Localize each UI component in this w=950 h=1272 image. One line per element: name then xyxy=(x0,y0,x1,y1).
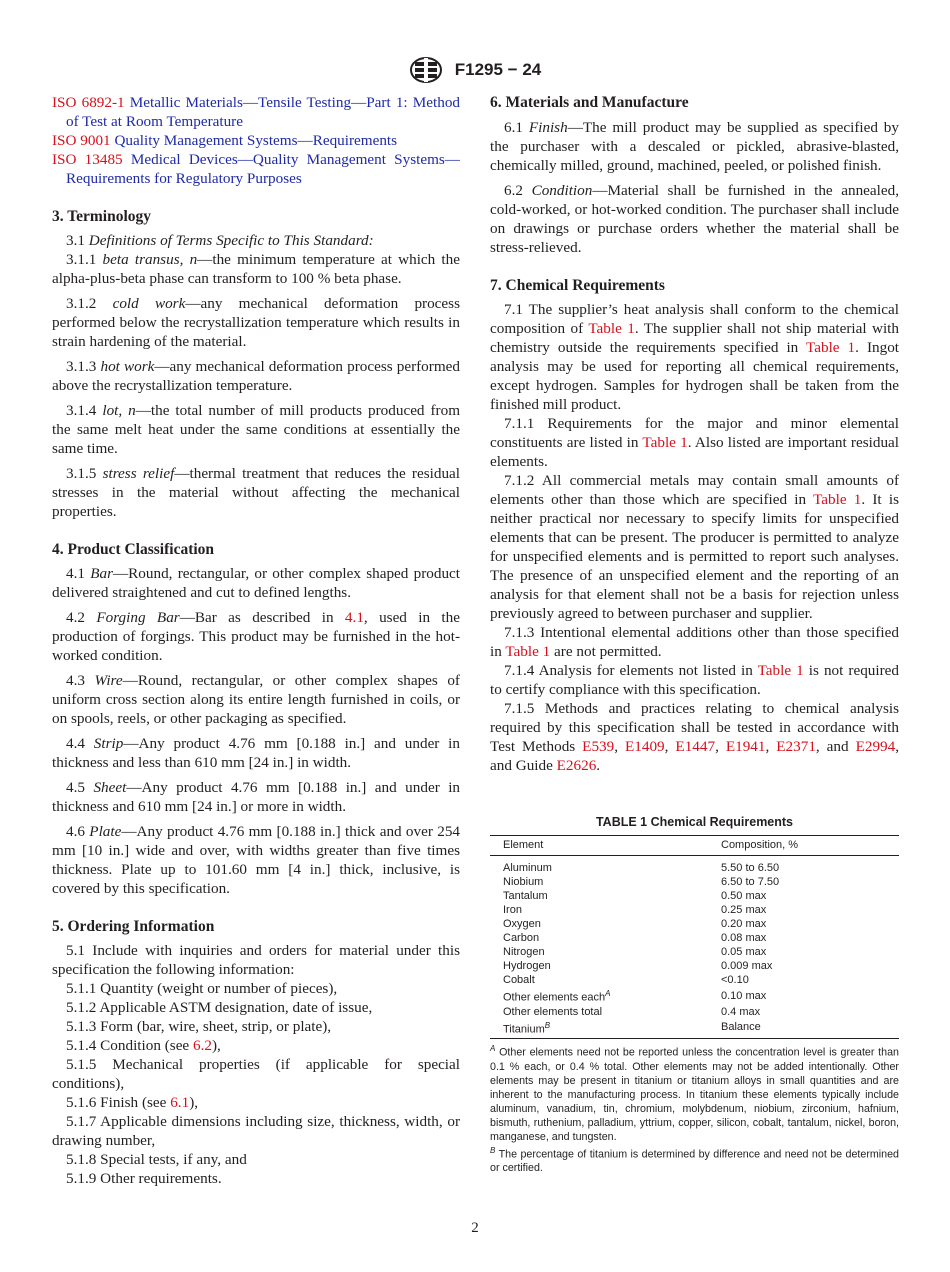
section-5-heading: 5. Ordering Information xyxy=(52,918,215,935)
link-table-1[interactable]: Table 1 xyxy=(757,662,804,679)
page-number: 2 xyxy=(471,1220,479,1236)
para-5-1-6: 5.1.6 Finish (see 6.1), xyxy=(66,1094,199,1111)
link-6-1[interactable]: 6.1 xyxy=(170,1094,190,1111)
link-e1941[interactable]: E1941 xyxy=(725,738,766,755)
footnote-b-ref: B xyxy=(544,1020,551,1030)
link-e539[interactable]: E539 xyxy=(582,738,615,755)
para-5-1-7: 5.1.7 Applicable dimensions including size, thickness, width, or drawing number, xyxy=(52,1113,460,1149)
right-column xyxy=(490,93,899,1175)
para-3-1-1: 3.1.1 beta transus, n—the minimum temperature at which the alpha-plus-beta phase can transform to 100 % beta phase. xyxy=(52,251,460,287)
link-table-1[interactable]: Table 1 xyxy=(588,320,635,337)
table-row: Nitrogen 0.05 max xyxy=(503,946,767,958)
para-5-1-1: 5.1.1 Quantity (weight or number of pieces), xyxy=(66,980,338,997)
link-table-1[interactable]: Table 1 xyxy=(813,491,862,508)
para-7-1: 7.1 The supplier’s heat analysis shall conform to the chemical composition of Table 1. The supplier shall not ship material with chemistry outside the requirements specified in Table 1. Ingot analysis may be used for reporting all chemical requirements, except hydrogen. Samples for hydrogen shall be taken from the finished mill product. xyxy=(490,301,900,413)
link-e2626[interactable]: E2626 xyxy=(556,757,597,774)
para-3-1: 3.1 Definitions of Terms Specific to This Standard: xyxy=(66,232,374,249)
link-e2371[interactable]: E2371 xyxy=(776,738,816,755)
para-6-1: 6.1 Finish—The mill product may be supplied as specified by the purchaser with a descaled or pickled, abrasive-blasted, chemically milled, ground, machined, peeled, or polished finish. xyxy=(490,119,899,174)
table-row: Cobalt <0.10 xyxy=(503,974,749,986)
link-4-1[interactable]: 4.1 xyxy=(344,609,364,626)
para-4-4: 4.4 Strip—Any product 4.76 mm [0.188 in.] and under in thickness and less than 610 mm [24 in.] in width. xyxy=(52,735,460,771)
link-6-2[interactable]: 6.2 xyxy=(192,1037,212,1054)
para-5-1-8: 5.1.8 Special tests, if any, and xyxy=(66,1151,247,1168)
reference-iso-9001[interactable]: ISO 9001 Quality Management Systems—Requirements xyxy=(52,132,398,149)
para-7-1-2: 7.1.2 All commercial metals may contain small amounts of elements other than those which are specified in Table 1. It is neither practical nor necessary to specify limits for unspecified elements that can be present. The producer is permitted to analyze for unspecified elements and is permitted to report such analyses. The presence of an unspecified element and the reporting of an analysis for that element shall not be a basis for rejection unless previously agreed to between purchaser and supplier. xyxy=(490,472,899,622)
table-row: Niobium 6.50 to 7.50 xyxy=(503,876,780,888)
para-3-1-3: 3.1.3 hot work—any mechanical deformation process performed above the recrystallization temperature. xyxy=(52,358,460,394)
footnote-b: $^B$ The percentage of titanium is determined by difference and need not be determined or certified. xyxy=(490,1145,900,1175)
para-5-1-3: 5.1.3 Form (bar, wire, sheet, strip, or plate), xyxy=(66,1018,332,1035)
para-7-1-4: 7.1.4 Analysis for elements not listed in Table 1 is not required to certify compliance with this specification. xyxy=(490,662,899,698)
para-7-1-5: 7.1.5 Methods and practices relating to chemical analysis required by this specification shall be tested in accordance with Test Methods E539, E1409, E1447, E1941, E2371, and E2994, and Guide E2626. xyxy=(490,700,900,774)
section-6-heading: 6. Materials and Manufacture xyxy=(490,94,689,111)
para-7-1-3: 7.1.3 Intentional elemental additions other than those specified in Table 1 are not permitted. xyxy=(490,624,899,660)
left-column xyxy=(52,93,460,1188)
section-4-heading: 4. Product Classification xyxy=(52,541,215,558)
section-3-heading: 3. Terminology xyxy=(52,208,152,225)
table-row: Other elements total 0.4 max xyxy=(503,1005,761,1018)
table-row: Other elements each$^A$ 0.10 max xyxy=(503,989,767,1004)
column-header-composition: Composition, % xyxy=(708,836,899,856)
reference-iso-13485[interactable]: ISO 13485 Medical Devices—Quality Management Systems—Requirements for Regulatory Purposes xyxy=(52,151,460,187)
para-6-2: 6.2 Condition—Material shall be furnished in the annealed, cold-worked, or hot-worked condition. The purchaser shall include on drawings or purchase orders whether the material shall be stress-relieved. xyxy=(490,182,900,256)
link-e2994[interactable]: E2994 xyxy=(855,738,896,755)
table-row: Aluminum 5.50 to 6.50 xyxy=(503,862,780,874)
para-5-1-5: 5.1.5 Mechanical properties (if applicable for special conditions), xyxy=(52,1056,460,1092)
table-row: Carbon 0.08 max xyxy=(503,932,767,944)
para-4-1: 4.1 Bar—Round, rectangular, or other complex shaped product delivered straightened and cut to defined lengths. xyxy=(52,565,460,601)
table-row: Tantalum 0.50 max xyxy=(503,890,767,902)
link-table-1[interactable]: Table 1 xyxy=(505,643,551,660)
para-5-1-4: 5.1.4 Condition (see 6.2), xyxy=(66,1037,221,1054)
table-1-title: TABLE 1 Chemical Requirements xyxy=(595,815,794,829)
para-7-1-1: 7.1.1 Requirements for the major and minor elemental constituents are listed in Table 1. Also listed are important residual elements. xyxy=(490,415,899,470)
para-3-1-4: 3.1.4 lot, n—the total number of mill products produced from the same melt heat under the same conditions at essentially the same time. xyxy=(52,402,461,457)
para-5-1-9: 5.1.9 Other requirements. xyxy=(66,1170,222,1187)
page-header xyxy=(0,56,950,84)
column-header-element: Element xyxy=(490,836,708,856)
table-row: Oxygen 0.20 max xyxy=(503,918,767,930)
table-row: Iron 0.25 max xyxy=(503,904,767,916)
reference-iso-6892-1[interactable]: ISO 6892-1 Metallic Materials—Tensile Testing—Part 1: Method of Test at Room Temperature xyxy=(52,94,461,130)
section-7-heading: 7. Chemical Requirements xyxy=(490,277,665,294)
chemical-requirements-table xyxy=(490,835,899,1039)
para-4-5: 4.5 Sheet—Any product 4.76 mm [0.188 in.] and under in thickness and 610 mm [24 in.] or more in width. xyxy=(52,779,461,815)
footnote-a: $^A$ Other elements need not be reported unless the concentration level is greater than 0.1 % each, or 0.4 % total. Other elements may not be added intentionally. Other elements may be present in titanium or titanium alloys in small quantities and are inherent to the manufacturing process. In titanium these elements typically include aluminum, vanadium, tin, chromium, molybdenum, niobium, zirconium, hafnium, bismuth, ruthenium, palladium, yttrium, copper, silicon, cobalt, tantalum, nickel, boron, manganese, and tungsten. xyxy=(490,1044,899,1143)
para-5-1: 5.1 Include with inquiries and orders for material under this specification the following information: xyxy=(52,942,460,978)
para-4-2: 4.2 Forging Bar—Bar as described in 4.1, used in the production of forgings. This product may be furnished in the hot-worked condition. xyxy=(52,609,460,664)
footnote-a-ref: A xyxy=(605,989,611,998)
link-e1409[interactable]: E1409 xyxy=(625,738,665,755)
table-row: Titanium$^B$ Balance xyxy=(490,1019,899,1039)
para-4-3: 4.3 Wire—Round, rectangular, or other complex shapes of uniform cross section along its entire length furnished in coils, or on spools, reels, or other packaging as specified. xyxy=(52,672,460,727)
astm-logo-icon xyxy=(409,56,443,84)
table-row: Hydrogen 0.009 max xyxy=(503,960,773,972)
para-4-6: 4.6 Plate—Any product 4.76 mm [0.188 in.] thick and over 254 mm [10 in.] wide and over, with widths greater than five times thickness. Plate up to 101.60 mm [4 in.] thick, inclusive, is covered by this specification. xyxy=(52,823,461,897)
link-table-1[interactable]: Table 1 xyxy=(642,434,688,451)
para-5-1-2: 5.1.2 Applicable ASTM designation, date of issue, xyxy=(66,999,373,1016)
para-3-1-2: 3.1.2 cold work—any mechanical deformation process performed below the recrystallization temperature which results in strain hardening of the material. xyxy=(52,295,460,350)
link-table-1[interactable]: Table 1 xyxy=(806,339,856,356)
standard-designation: F1295 − 24 xyxy=(454,60,542,79)
para-3-1-5: 3.1.5 stress relief—thermal treatment that reduces the residual stresses in the material without affecting the mechanical properties. xyxy=(52,465,461,520)
link-e1447[interactable]: E1447 xyxy=(675,738,716,755)
